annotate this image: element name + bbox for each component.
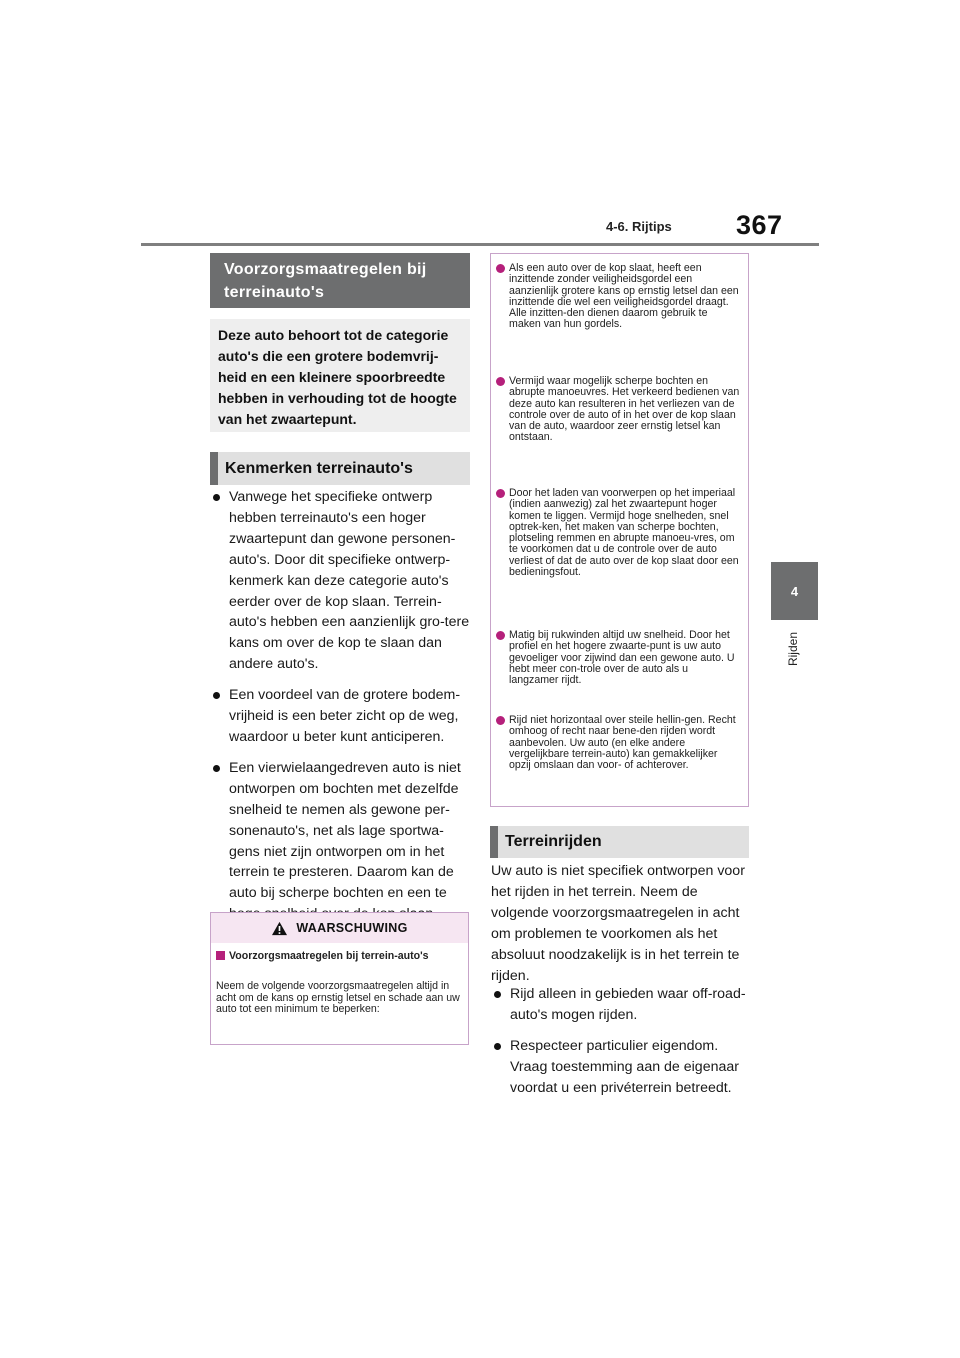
warning-bullet-text: Door het laden van voorwerpen op het imperiaal (indien aanwezig) zal het zwaartepunt hoger komen te liggen. Vermijd hoge snelheden, snel optrek-ken, het maken van scherpe bochten, plotseling remmen en abrupte manoeu-vres, om te voorkomen dat u de controle over de auto verliest of dat de auto over de kop slaat door een bedieningsfout. bbox=[509, 487, 739, 579]
section-title: 4-6. Rijtips bbox=[606, 219, 672, 234]
list-item-text: Vanwege het specifieke ontwerp hebben terreinauto's een hoger zwaartepunt dan gewone personen-auto's. Door dit specifieke ontwerp-kenmerk kan deze categorie auto's eerder over de kop slaan. Terrein-auto's hebben een aanzienlijk gro-tere kans om over de kop te slaan dan andere auto's. bbox=[229, 489, 470, 673]
heading-precautions-text: Voorzorgsmaatregelen bij terreinauto's bbox=[224, 260, 427, 301]
offroad-list bbox=[491, 984, 753, 1109]
bullet-icon bbox=[213, 692, 220, 699]
list-item bbox=[491, 984, 753, 1026]
chapter-tab: 4 bbox=[771, 562, 818, 620]
bullet-icon bbox=[496, 264, 505, 273]
list-item-text: Respecteer particulier eigendom. Vraag toestemming aan de eigenaar voordat u een privéterrein betreedt. bbox=[510, 1037, 739, 1096]
warning-bullet bbox=[491, 715, 740, 771]
page-number: 367 bbox=[736, 210, 783, 240]
bullet-icon bbox=[496, 631, 505, 640]
bullet-icon bbox=[494, 1043, 501, 1050]
warning-bullet-text: Als een auto over de kop slaat, heeft een inzittende zonder veiligheidsgordel een aanzienlijk grotere kans op ernstig letsel dan een inzittende die wel een veiligheidsgordel draagt. Alle inzitten-den dienen daarom gebruik te maken van hun gordels. bbox=[509, 262, 739, 331]
square-bullet-icon bbox=[216, 951, 225, 960]
list-item-text: Een vierwielaangedreven auto is niet ontworpen om bochten met dezelfde snelheid te nemen als gewone per-sonenauto's, net als lage sportwa-gens niet zijn ontworpen om in het terrein te presteren. Daarom kan de auto bij scherpe bochten en een te bbox=[229, 759, 461, 902]
warning-bullet-text: Rijd niet horizontaal over steile hellin-gen. Recht omhoog of recht naar bene-den rijden wordt aanbevolen. Uw auto (en elke andere vergelijkbare terrein-auto) kan gemakkelijker opzij omslaan dan voor- of achterover. bbox=[509, 714, 736, 772]
list-item bbox=[210, 487, 472, 675]
bullet-icon bbox=[496, 716, 505, 725]
bullet-icon bbox=[213, 765, 220, 772]
warning-box-continued bbox=[490, 253, 749, 807]
intro-box: Deze auto behoort tot de categorie auto's die een grotere bodemvrij-heid en een kleinere spoorbreedte hebben in verhouding tot de hoogte van het zwaartepunt. bbox=[210, 319, 470, 432]
warning-bullet bbox=[491, 488, 740, 578]
list-item-text: Rijd alleen in gebieden waar off-road-auto's mogen rijden. bbox=[510, 986, 746, 1023]
warning-bullet-text: Vermijd waar mogelijk scherpe bochten en abrupte manoeuvres. Het verkeerd bedienen van deze auto kan resulteren in het verliezen van de controle over de auto of in het over de kop slaan van de auto, waardoor zeer ernstig letsel kan ontstaan. bbox=[509, 375, 740, 444]
warning-header bbox=[211, 913, 468, 943]
warning-subtitle bbox=[216, 950, 461, 962]
heading-precautions bbox=[210, 253, 470, 308]
chapter-label: Rijden bbox=[786, 632, 800, 667]
bullet-icon bbox=[213, 494, 220, 501]
warning-box bbox=[210, 912, 469, 1045]
warning-bullet bbox=[491, 263, 740, 331]
warning-bullet bbox=[491, 376, 740, 444]
warning-bullet bbox=[491, 630, 740, 686]
bullet-icon bbox=[496, 377, 505, 386]
list-item bbox=[210, 685, 472, 748]
features-list bbox=[210, 487, 472, 935]
heading-features bbox=[210, 452, 470, 485]
bullet-icon bbox=[494, 991, 501, 998]
heading-features-text: Kenmerken terreinauto's bbox=[225, 459, 413, 477]
warning-subtitle-text: Voorzorgsmaatregelen bij terrein-auto's bbox=[229, 950, 429, 962]
header-rule bbox=[141, 243, 819, 246]
warning-triangle-icon bbox=[271, 921, 288, 936]
warning-text: Neem de volgende voorzorgsmaatregelen altijd in acht om de kans op ernstig letsel en schade aan uw auto tot een minimum te beperken: bbox=[216, 980, 460, 1015]
heading-offroad-text: Terreinrijden bbox=[505, 833, 602, 850]
offroad-intro: Uw auto is niet specifiek ontworpen voor het rijden in het terrein. Neem de volgende voorzorgsmaatregelen in acht om problemen te voorkomen als het absoluut noodzakelijk is in het terrein te rijden. bbox=[491, 863, 745, 984]
warning-title: WAARSCHUWING bbox=[296, 921, 408, 935]
list-item bbox=[210, 758, 472, 925]
list-item bbox=[491, 1036, 753, 1099]
list-item-text: Een voordeel van de grotere bodem-vrijheid is een beter zicht op de weg, waardoor u beter kunt anticiperen. bbox=[229, 687, 461, 745]
bullet-icon bbox=[496, 489, 505, 498]
warning-bullet-text: Matig bij rukwinden altijd uw snelheid. Door het profiel en het hogere zwaarte-punt is uw auto gevoeliger voor zijwind dan een gewone auto. U hebt meer con-trole over de auto als u langzamer rijdt. bbox=[509, 629, 735, 687]
heading-offroad bbox=[490, 826, 749, 858]
